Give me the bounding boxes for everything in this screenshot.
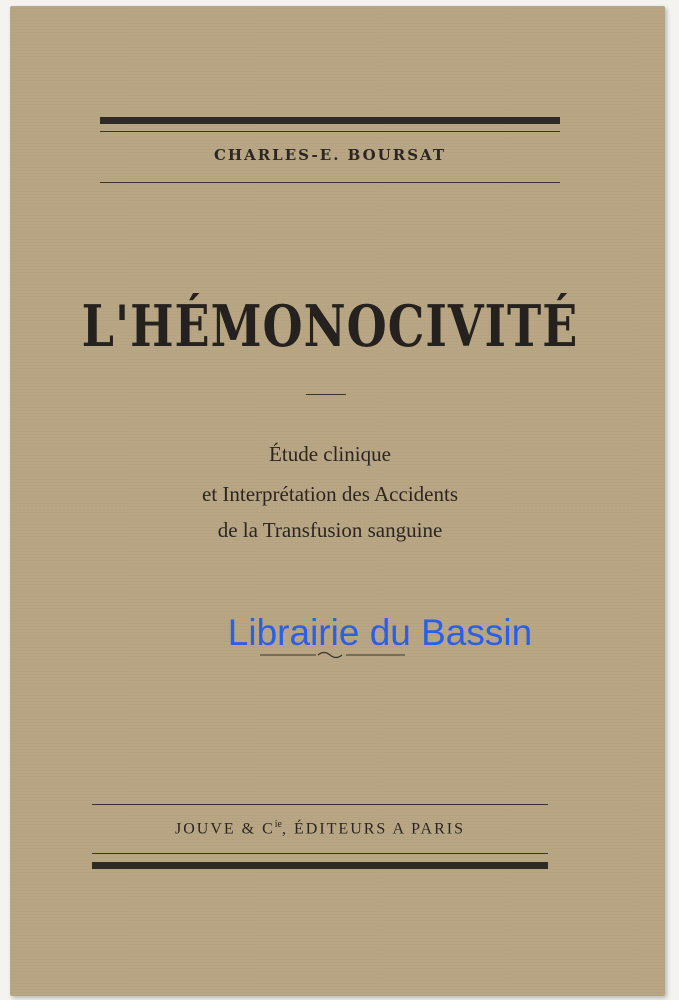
top-thin-rule [100,131,560,132]
author-underline-rule [100,182,560,183]
watermark-text: Librairie du Bassin [227,612,533,653]
publisher-line [92,819,548,838]
publisher-superscript: ie [274,819,282,830]
bottom-thin-rule-upper [92,804,548,805]
subtitle-line-3: de la Transfusion sanguine [217,518,443,542]
author-name: CHARLES-E. BOURSAT [213,146,447,164]
publisher-prefix: JOUVE & C [175,820,275,838]
top-thick-rule [100,117,560,124]
subtitle-line-2: et Interprétation des Accidents [202,482,458,506]
subtitle-line-1: Étude clinique [269,442,391,466]
bottom-thin-rule-lower [92,853,548,854]
book-title: L'HÉMONOCIVITÉ [81,292,579,360]
bottom-thick-rule [92,862,548,869]
publisher-suffix: , ÉDITEURS A PARIS [282,820,465,838]
title-divider [306,394,346,395]
